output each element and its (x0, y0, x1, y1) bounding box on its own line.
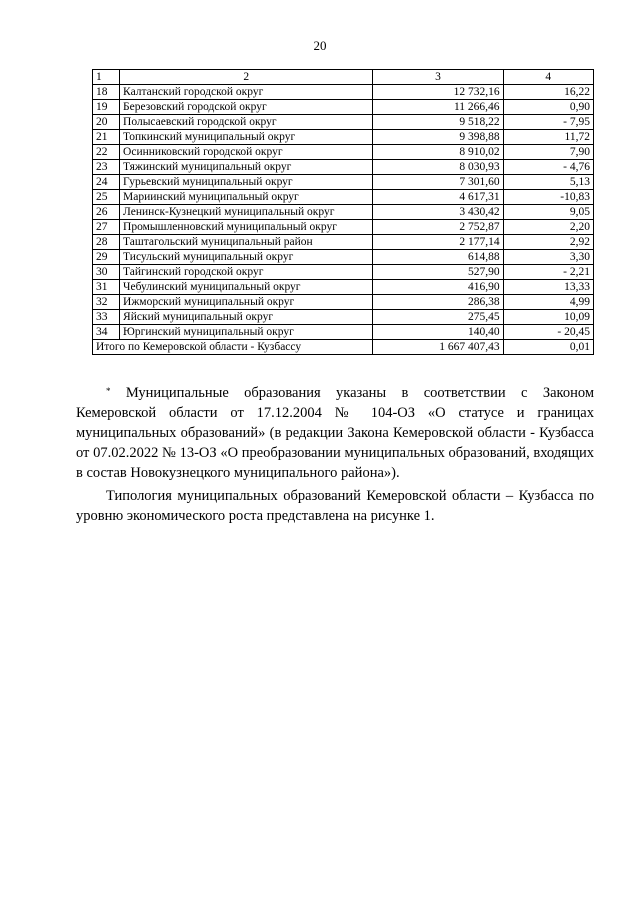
row-change: 2,20 (503, 220, 593, 235)
row-change: 9,05 (503, 205, 593, 220)
row-value: 8 910,02 (373, 145, 503, 160)
row-municipality-name: Калтанский городской округ (120, 85, 373, 100)
row-number: 21 (93, 130, 120, 145)
row-number: 19 (93, 100, 120, 115)
row-value: 140,40 (373, 325, 503, 340)
row-municipality-name: Таштагольский муниципальный район (120, 235, 373, 250)
row-municipality-name: Юргинский муниципальный округ (120, 325, 373, 340)
table-row (93, 265, 594, 280)
row-change: - 2,21 (503, 265, 593, 280)
total-change: 0,01 (503, 340, 593, 355)
footnote-marker: * (106, 386, 111, 396)
row-value: 4 617,31 (373, 190, 503, 205)
row-value: 12 732,16 (373, 85, 503, 100)
row-value: 416,90 (373, 280, 503, 295)
header-col-1: 1 (93, 70, 120, 85)
row-change: 7,90 (503, 145, 593, 160)
total-value: 1 667 407,43 (373, 340, 503, 355)
municipalities-table (92, 69, 594, 355)
table-row (93, 190, 594, 205)
row-value: 275,45 (373, 310, 503, 325)
row-municipality-name: Березовский городской округ (120, 100, 373, 115)
row-number: 26 (93, 205, 120, 220)
row-value: 9 398,88 (373, 130, 503, 145)
row-value: 527,90 (373, 265, 503, 280)
table-row (93, 250, 594, 265)
row-value: 286,38 (373, 295, 503, 310)
row-value: 3 430,42 (373, 205, 503, 220)
table-row (93, 100, 594, 115)
row-change: 3,30 (503, 250, 593, 265)
row-municipality-name: Ленинск-Кузнецкий муниципальный округ (120, 205, 373, 220)
row-value: 11 266,46 (373, 100, 503, 115)
total-label: Итого по Кемеровской области - Кузбассу (93, 340, 373, 355)
row-number: 20 (93, 115, 120, 130)
row-change: 4,99 (503, 295, 593, 310)
row-municipality-name: Тяжинский муниципальный округ (120, 160, 373, 175)
row-number: 22 (93, 145, 120, 160)
row-value: 2 177,14 (373, 235, 503, 250)
row-number: 24 (93, 175, 120, 190)
row-municipality-name: Тисульский муниципальный округ (120, 250, 373, 265)
row-municipality-name: Тайгинский городской округ (120, 265, 373, 280)
row-value: 7 301,60 (373, 175, 503, 190)
row-number: 34 (93, 325, 120, 340)
table-row (93, 295, 594, 310)
row-change: 2,92 (503, 235, 593, 250)
row-value: 2 752,87 (373, 220, 503, 235)
row-municipality-name: Чебулинский муниципальный округ (120, 280, 373, 295)
row-change: - 20,45 (503, 325, 593, 340)
table-row (93, 115, 594, 130)
table-row (93, 280, 594, 295)
row-municipality-name: Мариинский муниципальный округ (120, 190, 373, 205)
footnote-text: Муниципальные образования указаны в соответствии с Законом Кемеровской области от 17.12.2004 № 104-ОЗ «О статусе и границах муниципальных образований» (в редакции Закона Кемеровской области - Кузбасса от 07.02.2022 № 13-ОЗ «О преобразовании муниципальных образований, входящих в состав Новокузнецкого муниципального района»). (76, 385, 594, 481)
row-number: 32 (93, 295, 120, 310)
table-row (93, 220, 594, 235)
page-number: 20 (313, 38, 327, 53)
row-municipality-name: Осинниковский городской округ (120, 145, 373, 160)
table-row (93, 310, 594, 325)
footnote (76, 381, 594, 483)
row-municipality-name: Топкинский муниципальный округ (120, 130, 373, 145)
row-change: 13,33 (503, 280, 593, 295)
table-total-row (93, 340, 594, 355)
row-municipality-name: Ижморский муниципальный округ (120, 295, 373, 310)
row-number: 28 (93, 235, 120, 250)
table-row (93, 235, 594, 250)
row-change: 0,90 (503, 100, 593, 115)
table-row (93, 325, 594, 340)
row-municipality-name: Промышленновский муниципальный округ (120, 220, 373, 235)
typology-paragraph: Типология муниципальных образований Кемеровской области – Кузбасса по уровню экономического роста представлена на рисунке 1. (76, 488, 594, 524)
header-col-4: 4 (503, 70, 593, 85)
row-number: 18 (93, 85, 120, 100)
table-row (93, 205, 594, 220)
row-municipality-name: Полысаевский городской округ (120, 115, 373, 130)
row-value: 9 518,22 (373, 115, 503, 130)
row-number: 25 (93, 190, 120, 205)
row-change: -10,83 (503, 190, 593, 205)
row-change: - 4,76 (503, 160, 593, 175)
table-row (93, 145, 594, 160)
row-change: 16,22 (503, 85, 593, 100)
row-number: 31 (93, 280, 120, 295)
row-change: - 7,95 (503, 115, 593, 130)
header-col-2: 2 (120, 70, 373, 85)
table-row (93, 175, 594, 190)
row-municipality-name: Яйский муниципальный округ (120, 310, 373, 325)
row-number: 30 (93, 265, 120, 280)
row-change: 11,72 (503, 130, 593, 145)
table-row (93, 130, 594, 145)
table-header-row (93, 70, 594, 85)
row-number: 29 (93, 250, 120, 265)
row-number: 33 (93, 310, 120, 325)
row-value: 8 030,93 (373, 160, 503, 175)
row-number: 27 (93, 220, 120, 235)
row-municipality-name: Гурьевский муниципальный округ (120, 175, 373, 190)
row-change: 5,13 (503, 175, 593, 190)
row-value: 614,88 (373, 250, 503, 265)
row-number: 23 (93, 160, 120, 175)
row-change: 10,09 (503, 310, 593, 325)
header-col-3: 3 (373, 70, 503, 85)
table-row (93, 85, 594, 100)
table-row (93, 160, 594, 175)
